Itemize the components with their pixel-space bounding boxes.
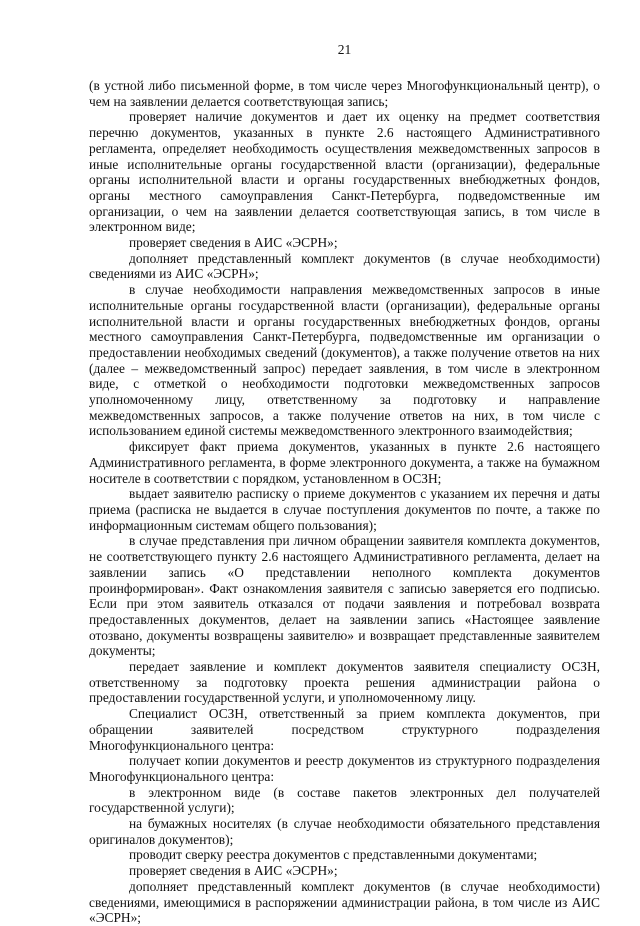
paragraph: передает заявление и комплект документов заявителя специалисту ОСЗН, ответственному за подготовку проекта решения администрации района о предоставлении государственной услуги, и уполномоченному лицу. — [89, 659, 600, 706]
paragraph: выдает заявителю расписку о приеме документов с указанием их перечня и даты приема (расписка не выдается в случае поступления документов по почте, а также по информационным системам общего пользования); — [89, 486, 600, 533]
paragraph: проверяет сведения в АИС «ЭСРН»; — [129, 235, 338, 251]
paragraph: (в устной либо письменной форме, в том числе через Многофункциональный центр), о чем на заявлении делается соответствующая запись; — [89, 78, 600, 109]
paragraph: проводит сверку реестра документов с представленными документами; — [129, 847, 538, 863]
paragraph: проверяет сведения в АИС «ЭСРН»; — [129, 863, 338, 879]
page-number: 21 — [337, 42, 352, 57]
document-body — [89, 78, 600, 926]
paragraph: фиксирует факт приема документов, указанных в пункте 2.6 настоящего Административного регламента, в форме электронного документа, а также на бумажном носителе в соответствии с порядком, установленном в ОСЗН; — [89, 439, 600, 486]
paragraph: в случае необходимости направления межведомственных запросов в иные исполнительные органы государственной власти (организации), федеральные органы исполнительной власти и органы государственных внебюджетных фондов, органы местного самоуправления Санкт-Петербурга, подведомственные им организации о предоставлении необходимых сведений (документов), а также получение ответов на них (далее – межведомственный запрос) передает заявления, в том числе в электронном виде, с отметкой о необходимости подготовки межведомственных запросов уполномоченному лицу, ответственному за подготовку и направление межведомственных запросов, а также получение ответов на них, в том числе с использованием единой системы межведомственного электронного взаимодействия; — [89, 282, 600, 439]
paragraph: дополняет представленный комплект документов (в случае необходимости) сведениями, имеющимися в распоряжении администрации района, в том числе из АИС «ЭСРН»; — [89, 878, 600, 926]
paragraph: в случае представления при личном обращении заявителя комплекта документов, не соответствующего пункту 2.6 настоящего Административного регламента, делает на заявлении запись «О представлении неполного комплекта документов проинформирован». Факт ознакомления заявителя с записью заверяется его подписью. Если при этом заявитель отказался от подачи заявления и потребовал возврата предоставленных документов, делает на заявлении запись «Настоящее заявление отозвано, документы возвращены заявителю» и возвращает представленные заявителем документы; — [89, 533, 600, 659]
paragraph: дополняет представленный комплект документов (в случае необходимости) сведениями из АИС «ЭСРН»; — [89, 250, 600, 282]
paragraph: получает копии документов и реестр документов из структурного подразделения Многофункционального центра: — [89, 753, 600, 784]
paragraph: в электронном виде (в составе пакетов электронных дел получателей государственной услуги); — [89, 784, 600, 816]
paragraph: проверяет наличие документов и дает их оценку на предмет соответствия перечню документов, указанных в пункте 2.6 настоящего Административного регламента, определяет необходимость осуществления межведомственных запросов в иные исполнительные органы государственной власти (организации), федеральные органы исполнительной власти и органы государственных внебюджетных фондов, органы местного самоуправления Санкт-Петербурга, подведомственные им организации, о чем на заявлении делается соответствующая запись, в том числе в электронном виде; — [89, 109, 600, 235]
paragraph: Специалист ОСЗН, ответственный за прием комплекта документов, при обращении заявителей посредством структурного подразделения Многофункционального центра: — [89, 706, 600, 753]
paragraph: на бумажных носителях (в случае необходимости обязательного представления оригиналов документов); — [89, 816, 600, 847]
